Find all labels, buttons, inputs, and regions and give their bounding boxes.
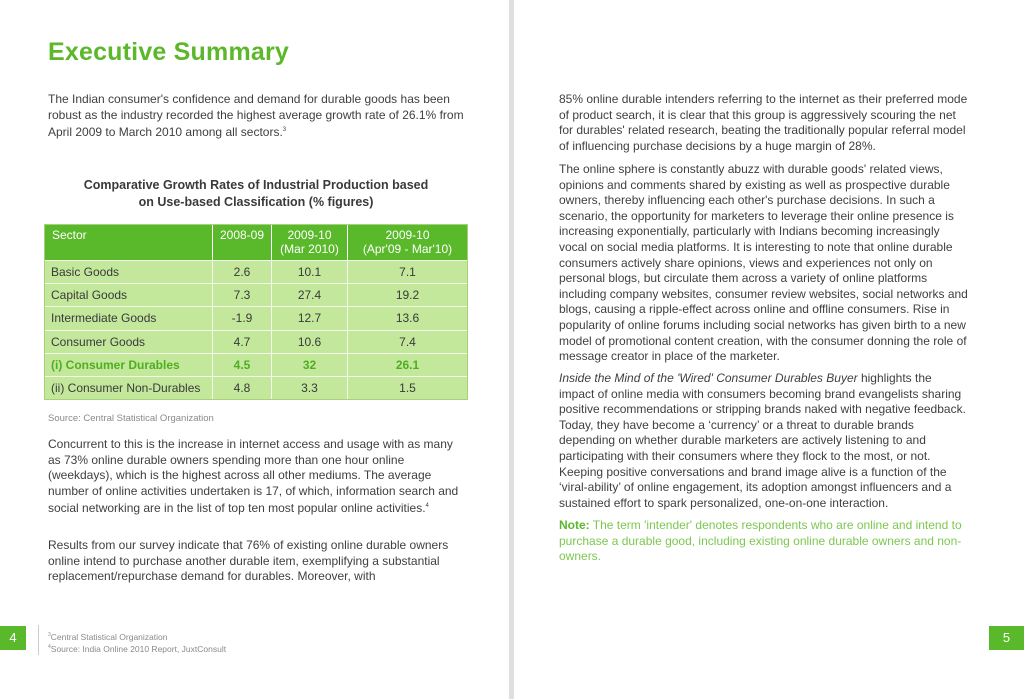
page-title: Executive Summary	[48, 38, 290, 66]
intro-paragraph	[48, 92, 468, 141]
header-line: 2009-10	[287, 228, 332, 242]
footnote-3	[48, 630, 226, 642]
table-title-line-2: on Use-based Classification (% figures)	[138, 195, 374, 209]
cell-value: 7.1	[399, 265, 416, 279]
cell-value: 1.5	[399, 380, 416, 395]
cell-value: 26.1	[395, 357, 420, 372]
footnote-4	[48, 642, 226, 654]
note-text: The term 'intender' denotes respondents who are online and intend to purchase a durable good, including existing online durable owners and non-owners.	[559, 518, 962, 564]
header-line: (Apr'09 - Mar'10)	[362, 241, 453, 256]
footnote-text: Source: India Online 2010 Report, JuxtConsult	[50, 644, 227, 655]
cell-value: 19.2	[395, 288, 420, 303]
footnote-number: 4	[48, 644, 51, 651]
table-row	[45, 283, 467, 306]
note-paragraph	[559, 518, 969, 565]
cell-value: 4.5	[213, 354, 272, 376]
cell-value: 3.3	[272, 377, 348, 399]
footnote-ref: 3	[282, 127, 287, 134]
paragraph-text: highlights the impact of online media with consumers becoming brand evangelists sharing positive recommendations or stripping brands naked with negative feedback. Today, they have become a ‘currency’ or a threat to durable brands depending on whether durable marketers are actively listening to and participating with their consumers where they flock to the most, or not. Keeping positive conversations and brand image alive is a function of the ‘viral-ability’ of online engagement, its adoption amongst influencers and a sustained effort to spark personalized, one-on-one interaction.	[559, 371, 966, 510]
left-page	[0, 0, 509, 699]
page-number-left: 4	[0, 626, 26, 650]
table-header-row	[45, 225, 467, 260]
table-title	[44, 177, 468, 211]
survey-paragraph: Results from our survey indicate that 76% of existing online durable owners online intend to purchase another durable item, exemplifying a substantial replacement/repurchase demand for durables. Moreover, with	[48, 538, 449, 584]
footnote-divider	[38, 625, 39, 655]
cell-value: 12.7	[272, 307, 348, 329]
cell-value: 10.1	[272, 261, 348, 283]
header-2009-10-mar	[272, 225, 348, 260]
header-2008-09: 2008-09	[213, 225, 272, 260]
paragraph-text: Concurrent to this is the increase in internet access and usage with as many as 73% online durable owners spending more than one hour online (weekdays), which is the highest across all other mediums. The average number of online activities undertaken is 17, of which, information search and social networking are in the list of top ten most popular online activities.	[48, 437, 459, 516]
table-title-line-1: Comparative Growth Rates of Industrial Production based	[83, 178, 429, 192]
footnote-ref: 4	[425, 503, 429, 510]
table-row	[45, 330, 467, 353]
cell-value: 4.8	[213, 377, 272, 399]
header-2009-10-annual	[348, 225, 467, 260]
internet-usage-paragraph	[48, 437, 468, 517]
wired-buyer-paragraph	[559, 371, 969, 511]
growth-rates-table	[44, 224, 468, 400]
note-label: Note:	[559, 518, 590, 532]
footnote-number: 3	[48, 632, 51, 638]
cell-sector: Consumer Goods	[45, 331, 213, 353]
cell-value: -1.9	[213, 307, 272, 329]
cell-sector: Basic Goods	[45, 261, 213, 283]
cell-sector: Intermediate Goods	[45, 307, 213, 329]
table-row	[45, 306, 467, 329]
intro-text: The Indian consumer's confidence and demand for durable goods has been robust as the industry recorded the highest average growth rate of 26.1% from April 2009 to March 2010 among all sectors.	[48, 92, 464, 140]
footnote-text: Central Statistical Organization	[50, 631, 168, 642]
cell-value: 13.6	[395, 311, 420, 326]
header-line: (Mar 2010)	[280, 241, 339, 256]
cell-sector: (i) Consumer Durables	[45, 354, 213, 376]
cell-sector: Capital Goods	[45, 284, 213, 306]
intenders-paragraph: 85% online durable intenders referring to the internet as their preferred mode of product search, it is clear that this group is aggressively scouring the net for durables' related research, beating the traditionally popular referral model of influencing purchase decisions by a huge margin of 28%.	[559, 92, 968, 153]
table-row	[45, 376, 467, 399]
cell-value: 4.7	[213, 331, 272, 353]
footnotes	[48, 630, 226, 655]
cell-value: 32	[272, 354, 348, 376]
header-sector: Sector	[45, 225, 213, 260]
table-source: Source: Central Statistical Organization	[48, 413, 214, 424]
cell-value: 7.4	[399, 334, 416, 349]
report-title: Inside the Mind of the 'Wired' Consumer Durables Buyer	[559, 371, 858, 385]
online-sphere-paragraph: The online sphere is constantly abuzz with durable goods' related views, opinions and comments shared by existing as well as prospective durable owners, thereby influencing each other's purchase decisions. In such a scenario, the opportunity for marketers to leverage their online presence is increasing exponentially, particularly with Indians becoming increasingly vocal on social media platforms. It is interesting to note that online durable consumers actively share opinions, views and experiences not only on personal blogs, but circulate them across a variety of online platforms including company websites, consumer review websites, social networks and blogs, causing a ripple-effect across online and offline consumers. Rise in popularity of online forums including social networks has given birth to a new model of promotional content creation, with the consumer donning the role of message creator in place of the marketer.	[559, 162, 968, 364]
cell-value: 2.6	[213, 261, 272, 283]
header-line: 2009-10	[385, 228, 430, 242]
table-row-highlighted	[45, 353, 467, 376]
right-page	[514, 0, 1024, 699]
cell-sector: (ii) Consumer Non-Durables	[45, 377, 213, 399]
page-number-right: 5	[989, 626, 1024, 650]
cell-value: 10.6	[272, 331, 348, 353]
cell-value: 27.4	[272, 284, 348, 306]
table-row	[45, 260, 467, 283]
cell-value: 7.3	[213, 284, 272, 306]
